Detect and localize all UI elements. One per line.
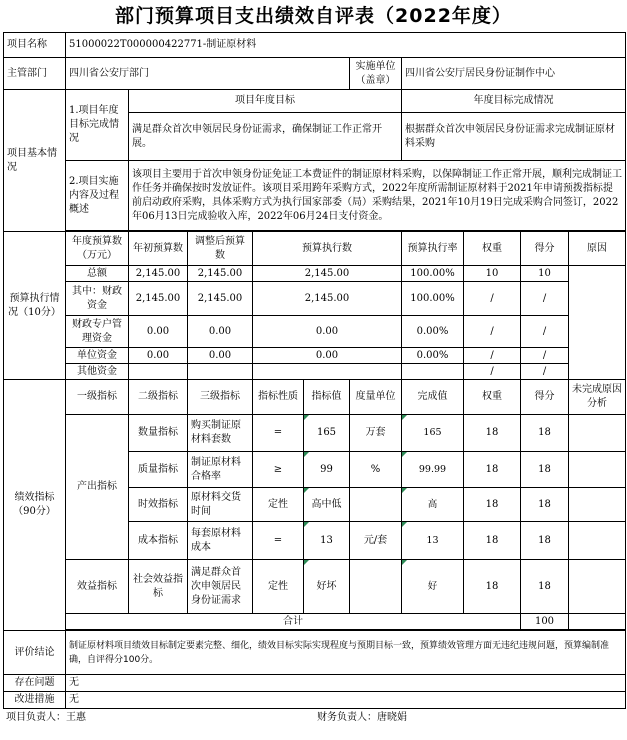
budget-row-weight: / [464,348,521,364]
project-name-label: 项目名称 [4,33,66,58]
perf-row-reason [569,522,626,560]
budget-score-header: 得分 [521,232,569,266]
basic-info-label: 项目基本情况 [4,90,66,232]
budget-row [4,364,626,380]
perf-l2-header: 二级指标 [129,380,188,415]
perf-label: 绩效指标（90分） [4,380,66,631]
budget-row-rate: 100.00% [402,266,464,282]
budget-row-rate: 100.00% [402,282,464,316]
perf-row-reason [569,415,626,452]
perf-row-nature: 定性 [253,560,304,614]
total-score: 100 [521,614,569,630]
issues-label: 存在问题 [4,675,66,692]
perf-row-done: 13 [402,522,464,560]
perf-row-l3: 每套原材料成本 [188,522,253,560]
perf-value-header: 指标值 [304,380,350,415]
budget-row-score: / [521,364,569,380]
impl-text: 该项目主要用于首次申领身份证免证工本费证件的制证原材料采购，以保障制证工作正常开展，顺利完成制证工作任务并确保按时发放证件。该项目采用跨年采购方式，2022年度所需制证原材料于2021年申请预拨指标提前启动政府采购，具体采购方式为执行国家部委（局）采购结果，2021年10月19日完成采购合同签订，2022年06月13日完成验收入库，2022年06月24日支付资金。 [129,161,626,231]
goal-text: 满足群众首次申领居民身份证需求，确保制证工作正常开展。 [129,113,402,161]
perf-row-weight: 18 [464,452,521,488]
budget-row-adjusted: 2,145.00 [188,282,253,316]
budget-row-adjusted: 0.00 [188,316,253,348]
eval-row [4,631,626,675]
perf-row-value: 99 [304,452,350,488]
perf-row-reason [569,488,626,522]
perf-row-value: 165 [304,415,350,452]
perf-row-l3: 制证原材料合格率 [188,452,253,488]
perf-row-weight: 18 [464,415,521,452]
budget-row-weight: / [464,282,521,316]
benefit-label: 效益指标 [66,560,129,614]
goal-label: 1.项目年度目标完成情况 [66,90,129,161]
perf-row-value: 高中低 [304,488,350,522]
perf-row-weight: 18 [464,488,521,522]
budget-adjusted-header: 调整后预算数 [188,232,253,266]
perf-row-unit: % [350,452,402,488]
budget-row-exec: 0.00 [253,348,402,364]
budget-row-rate: 0.00% [402,348,464,364]
issues-row [4,675,626,692]
budget-reason-cell [569,266,626,380]
perf-row-unit [350,488,402,522]
budget-row-initial: 0.00 [129,348,188,364]
project-name-value: 51000022T000000422771-制证原材料 [66,33,626,58]
perf-row-l2: 质量指标 [129,452,188,488]
budget-row-rate: 0.00% [402,316,464,348]
budget-funds-header: 年度预算数（万元） [66,232,129,266]
total-row [4,614,626,630]
signature-row [3,710,625,725]
perf-row-value: 好坏 [304,560,350,614]
budget-row-exec [253,364,402,380]
budget-row-initial: 2,145.00 [129,266,188,282]
budget-weight-header: 权重 [464,232,521,266]
perf-row-weight: 18 [464,522,521,560]
output-label: 产出指标 [66,415,129,560]
total-label: 合计 [66,614,521,630]
budget-row-score: / [521,316,569,348]
perf-row-done: 高 [402,488,464,522]
dept-value: 四川省公安厅部门 [66,58,350,90]
perf-row-score: 18 [521,522,569,560]
perf-row-nature: 定性 [253,488,304,522]
budget-row-exec: 2,145.00 [253,282,402,316]
perf-row-score: 18 [521,452,569,488]
evaluation-table [3,32,626,709]
total-reason [569,614,626,630]
perf-row-l3: 满足群众首次申领居民身份证需求 [188,560,253,614]
perf-row-l3: 购买制证原材料套数 [188,415,253,452]
budget-row-score: 10 [521,266,569,282]
perf-score-header: 得分 [521,380,569,415]
impl-row [4,161,626,231]
perf-row-unit: 元/套 [350,522,402,560]
perf-row-l3: 原材料交货时间 [188,488,253,522]
impl-unit-value: 四川省公安厅居民身份证制作中心 [402,58,626,90]
perf-row-l2: 时效指标 [129,488,188,522]
eval-text: 制证原材料项目绩效目标制定要素完整、细化，绩效目标实际实现程度与预期目标一致，预算绩效管理方面无违纪违规问题，预算编制准确，自评得分100分。 [66,631,626,675]
budget-row [4,282,626,316]
dept-label: 主管部门 [4,58,66,90]
goal-done-text: 根据群众首次申领居民身份证需求完成制证原材料采购 [402,113,626,161]
perf-row [4,560,626,614]
finance-lead-name: 唐晓娟 [377,711,407,723]
perf-row-done: 好 [402,560,464,614]
impl-label: 2.项目实施内容及过程概述 [66,161,129,231]
perf-row-nature: = [253,415,304,452]
budget-row-weight: / [464,364,521,380]
project-lead-name: 王惠 [66,711,86,723]
perf-row-unit: 万套 [350,415,402,452]
goal-done-header: 年度目标完成情况 [402,90,626,113]
finance-lead-label: 财务负责人： [317,711,377,723]
budget-label: 预算执行情况（10分） [4,232,66,380]
perf-row-done: 99.99 [402,452,464,488]
fixes-row [4,692,626,709]
budget-row [4,316,626,348]
budget-rate-header: 预算执行率 [402,232,464,266]
fixes-text: 无 [66,692,626,709]
budget-row-rate [402,364,464,380]
perf-row-score: 18 [521,415,569,452]
budget-row-name: 财政专户管理资金 [66,316,129,348]
perf-done-header: 完成值 [402,380,464,415]
perf-header-row [4,380,626,415]
perf-row-value: 13 [304,522,350,560]
perf-row-done: 165 [402,415,464,452]
project-lead-label: 项目负责人： [6,711,66,723]
budget-row-adjusted [188,364,253,380]
perf-row-unit [350,560,402,614]
perf-row [4,415,626,452]
budget-row-initial: 2,145.00 [129,282,188,316]
fixes-label: 改进措施 [4,692,66,709]
perf-row-reason [569,452,626,488]
budget-row [4,266,626,282]
perf-l1-header: 一级指标 [66,380,129,415]
eval-label: 评价结论 [4,631,66,675]
budget-row-score: / [521,348,569,364]
budget-row-weight: / [464,316,521,348]
budget-exec-header: 预算执行数 [253,232,402,266]
perf-row-score: 18 [521,488,569,522]
budget-row-name: 其中：财政资金 [66,282,129,316]
perf-row-nature: = [253,522,304,560]
budget-row-exec: 2,145.00 [253,266,402,282]
budget-header-row [4,232,626,266]
perf-unit-header: 度量单位 [350,380,402,415]
budget-row-name: 总额 [66,266,129,282]
issues-text: 无 [66,675,626,692]
perf-row-l2: 数量指标 [129,415,188,452]
project-name-row [4,33,626,58]
perf-l3-header: 三级指标 [188,380,253,415]
perf-row-nature: ≥ [253,452,304,488]
page-title: 部门预算项目支出绩效自评表（2022年度） [115,5,512,27]
perf-row-l2: 社会效益指标 [129,560,188,614]
budget-row [4,348,626,364]
budget-row-name: 单位资金 [66,348,129,364]
budget-row-initial: 0.00 [129,316,188,348]
budget-row-adjusted: 2,145.00 [188,266,253,282]
budget-reason-header: 原因 [569,232,626,266]
budget-row-name: 其他资金 [66,364,129,380]
budget-initial-header: 年初预算数 [129,232,188,266]
perf-weight-header: 权重 [464,380,521,415]
perf-row-weight: 18 [464,560,521,614]
budget-row-adjusted: 0.00 [188,348,253,364]
budget-row-exec: 0.00 [253,316,402,348]
budget-row-score: / [521,282,569,316]
perf-row-reason [569,560,626,614]
budget-row-initial [129,364,188,380]
perf-reason-header: 未完成原因分析 [569,380,626,415]
goal-header-row [4,90,626,113]
perf-nature-header: 指标性质 [253,380,304,415]
dept-row [4,58,626,90]
goal-header: 项目年度目标 [129,90,402,113]
perf-row-l2: 成本指标 [129,522,188,560]
budget-row-weight: 10 [464,266,521,282]
perf-row-score: 18 [521,560,569,614]
impl-unit-label: 实施单位（盖章） [350,58,402,90]
